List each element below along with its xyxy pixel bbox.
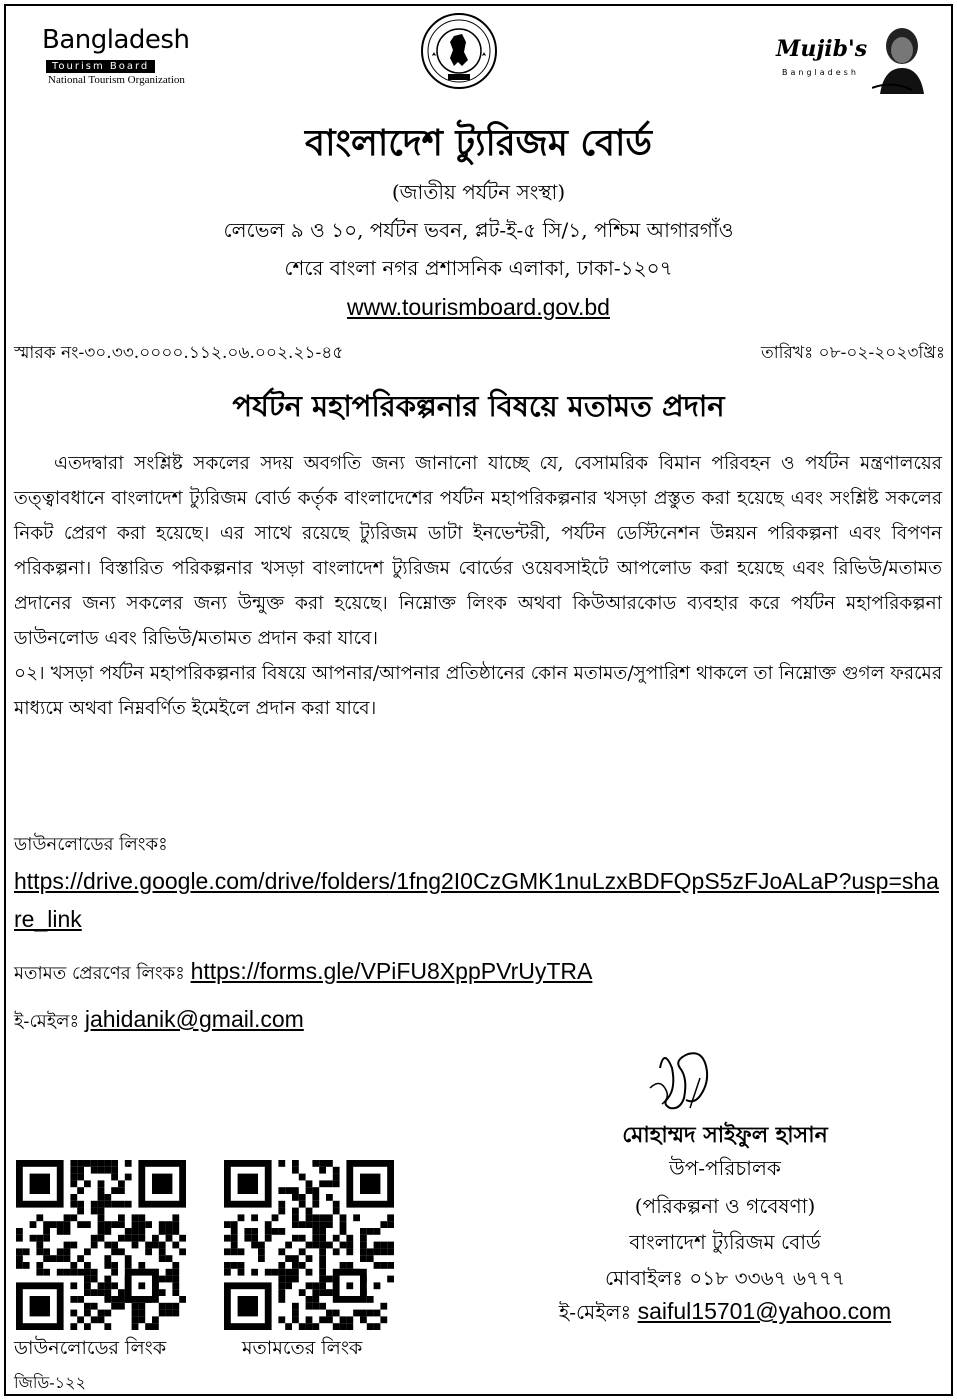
feedback-row (14, 958, 592, 990)
address-line-2: শেরে বাংলা নগর প্রশাসনিক এলাকা, ঢাকা-১২০৭ (284, 256, 673, 280)
organization-subtitle: (জাতীয় পর্যটন সংস্থা) (391, 180, 566, 204)
logo-subtitle: National Tourism Organization (48, 74, 185, 86)
notice-heading: পর্যটন মহাপরিকল্পনার বিষয়ে মতামত প্রদান (232, 389, 725, 423)
feedback-link[interactable]: https://forms.gle/VPiFU8XppPVrUyTRA (190, 958, 593, 984)
qr-caption-feedback: মতামতের লিংক (242, 1337, 363, 1359)
address-line-1: লেভেল ৯ ও ১০, পর্যটন ভবন, প্লট-ই-৫ সি/১, পশ্চিম আগারগাঁও (223, 218, 734, 242)
handwritten-signature-icon (640, 1038, 760, 1118)
email-label: ই-মেইলঃ (14, 1011, 80, 1032)
mujib-year-logo (772, 20, 932, 100)
signatory-email-link[interactable]: saiful15701@yahoo.com (637, 1298, 892, 1324)
government-seal-icon (420, 12, 498, 90)
paragraph-1: এতদদ্বারা সংশ্লিষ্ট সকলের সদয় অবগতি জন্য জানানো যাচ্ছে যে, বেসামরিক বিমান পরিবহন ও পর্যটন মন্ত্রণালয়ের তত্ত্বাবধানে বাংলাদেশ ট্যুরিজম বোর্ড কর্তৃক বাংলাদেশের পর্যটন মহাপরিকল্পনার খসড়া প্রস্তুত করা হয়েছে এবং সংশ্লিষ্ট সকলের নিকট প্রেরণ করা হয়েছে। এর সাথে রয়েছে ট্যুরিজম ডাটা ইনভেন্টরী, পর্যটন ডেস্টিনেশন উন্নয়ন পরিকল্পনা এবং বিপণন পরিকল্পনা। বিস্তারিত পরিকল্পনার খসড়া বাংলাদেশ ট্যুরিজম বোর্ডের ওয়েবসাইটে আপলোড করা হয়েছে এবং রিভিউ/মতামত প্রদানের জন্য সকলের জন্য উন্মুক্ত করা হয়েছে। নিম্নোক্ত লিংক অথবা কিউআরকোড ব্যবহার করে পর্যটন মহাপরিকল্পনা ডাউনলোড এবং রিভিউ/মতামত প্রদান করা যাবে। (14, 453, 942, 649)
portrait-icon (872, 24, 928, 94)
download-link[interactable]: https://drive.google.com/drive/folders/1fng2I0CzGMK1nuLzxBDFQpS5zFJoALaP?usp=share_link (14, 868, 939, 932)
signatory-mobile: মোবাইলঃ ০১৮ ৩৩৬৭ ৬৭৭৭ (605, 1266, 845, 1290)
signatory-department: (পরিকল্পনা ও গবেষণা) (634, 1194, 816, 1218)
paragraph-2: ০২। খসড়া পর্যটন মহাপরিকল্পনার বিষয়ে আপনার/আপনার প্রতিষ্ঠানের কোন মতামত/সুপারিশ থাকলে তা নিম্নোক্ত গুগল ফরমের মাধ্যমে অথবা নিম্নবর্ণিত ইমেইলে প্রদান করা যাবে। (14, 663, 942, 719)
feedback-qr-code-icon[interactable] (224, 1160, 394, 1330)
notice-body (14, 446, 942, 726)
qr-caption-download: ডাউনলোডের লিংক (14, 1337, 167, 1359)
memo-number: স্মারক নং-৩০.৩৩.০০০০.১১২.০৬.০০২.২১-৪৫ (14, 343, 344, 363)
signatory-office: বাংলাদেশ ট্যুরিজম বোর্ড (629, 1230, 821, 1254)
tourism-board-logo (42, 26, 202, 98)
page-title: বাংলাদেশ ট্যুরিজম বোর্ড (305, 122, 652, 164)
mujib-wordmark: Mujib's (776, 36, 868, 62)
logo-band: Tourism Board (46, 60, 155, 73)
logo-wordmark: Bangladesh (42, 25, 190, 55)
document-code: জিডি-১২২ (14, 1373, 86, 1392)
issue-date: তারিখঃ ০৮-০২-২০২৩খ্রিঃ (761, 343, 945, 363)
feedback-label: মতামত প্রেরণের লিংকঃ (14, 963, 185, 984)
signatory-name: মোহাম্মদ সাইফুল হাসান (622, 1122, 828, 1148)
signatory-designation: উপ-পরিচালক (669, 1156, 781, 1180)
email-row (14, 1006, 304, 1038)
signatory-email-row (500, 1298, 950, 1331)
signatory-email-label: ই-মেইলঃ (558, 1300, 632, 1324)
website-link[interactable]: www.tourismboard.gov.bd (347, 294, 610, 320)
download-qr-code-icon[interactable] (16, 1160, 186, 1330)
mujib-subtitle: Bangladesh (782, 68, 859, 77)
email-link[interactable]: jahidanik@gmail.com (84, 1006, 304, 1032)
download-label: ডাউনলোডের লিংকঃ (14, 834, 168, 855)
